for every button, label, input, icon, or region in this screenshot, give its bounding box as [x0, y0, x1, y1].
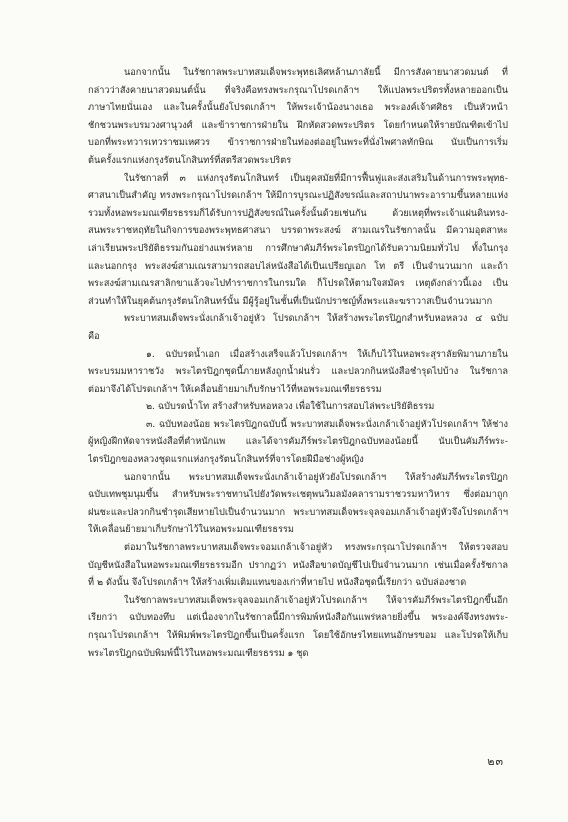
paragraph	[88, 170, 508, 311]
text-line: ผู้หญิงฝึกหัดจารหนังสือที่ตำหนักแพ และได้จารคัมภีร์พระไตรปิฎกฉบับทองน้อยนี้ นับเป็นคัมภีร์พระ-	[88, 436, 508, 448]
text-line: ให้เคลื่อนย้ายมาเก็บรักษาไว้ในหอพระมณเฑียรธรรม	[88, 524, 294, 536]
paragraph	[88, 310, 508, 345]
text-line: ในรัชกาลที่ ๓ แห่งกรุงรัตนโกสินทร์ เป็นยุคสมัยที่มีการฟื้นฟูและส่งเสริมในด้านการพระพุทธ-	[124, 172, 508, 184]
text-line: นอกจากนั้น พระบาทสมเด็จพระนั่งเกล้าเจ้าอยู่หัวยังโปรดเกล้าฯ ให้สร้างคัมภีร์พระไตรปิฎก	[124, 471, 508, 483]
paragraph	[88, 469, 508, 539]
text-line: และนอกกรุง พระสงฆ์สามเณรสามารถสอบไล่หนังสือได้เป็นเปรียญเอก โท ตรี เป็นจำนวนมาก และถ้า	[88, 260, 508, 272]
text-line: บัญชีหนังสือในหอพระมณเฑียรธรรมอีก ปรากฏว่า หนังสือขาดบัญชีไปเป็นจำนวนมาก เช่นเมื่อครั้งรัชกาล	[88, 559, 508, 571]
text-line: ที่ ๒ ดังนั้น จึงโปรดเกล้าฯ ให้สร้างเพิ่มเติมแทนของเก่าที่หายไป หนังสือชุดนี้เรียกว่า ฉบับล่องชาด	[88, 577, 467, 589]
text-line: ต่อมาในรัชกาลพระบาทสมเด็จพระจอมเกล้าเจ้าอยู่หัว ทรงพระกรุณาโปรดเกล้าฯ ให้ตรวจสอบ	[124, 542, 508, 554]
paragraph	[88, 416, 508, 469]
text-line: คือ	[88, 330, 100, 342]
text-line: ๓. ฉบับทองน้อย พระไตรปิฎกฉบับนี้ พระบาทสมเด็จพระนั่งเกล้าเจ้าอยู่หัวโปรดเกล้าฯ ให้ช่าง	[146, 418, 508, 430]
paragraph	[88, 592, 508, 662]
text-line: ส่วนทำให้ในยุคต้นกรุงรัตนโกสินทร์นั้น มีผู้รู้อยู่ในชั้นที่เป็นนักปราชญ์ทั้งพระและฆราวาสเป็นจำนวนมาก	[88, 295, 493, 307]
text-line: ภาษาไทยนั่นเอง และในครั้งนั้นยังโปรดเกล้าฯ ให้พระเจ้าน้องนางเธอ พระองค์เจ้าศศิธร เป็นหัวหน้า	[88, 102, 508, 114]
text-line: ไตรปิฎกของหลวงชุดแรกแห่งกรุงรัตนโกสินทร์ที่จารโดยฝีมือช่างผู้หญิง	[88, 454, 364, 466]
text-line: ศาสนาเป็นสำคัญ ทรงพระกรุณาโปรดเกล้าฯ ให้มีการบูรณะปฏิสังขรณ์และสถาปนาพระอารามขึ้นหลายแห่ง	[88, 190, 508, 202]
text-line: สนพระราชหฤทัยในกิจการของพระพุทธศาสนา บรรดาพระสงฆ์ สามเณรในรัชกาลนั้น มีความอุตสาหะ	[88, 225, 508, 237]
text-line: ๒. ฉบับรดน้ำโท สร้างสำหรับหอหลวง เพื่อใช้ในการสอบไล่พระปริยัติธรรม	[146, 401, 435, 413]
text-line: กล่าวว่าสังคายนาสวดมนต์นั้น ที่จริงคือทรงพระกรุณาโปรดเกล้าฯ ให้แปลพระปริตรทั้งหลายออกเป็น	[88, 84, 508, 96]
text-line: พระสงฆ์สามเณรสาลิกขาแล้วจะไปทำราชการในกรมใด ก็โปรดให้ตามใจสมัคร เหตุดังกล่าวนี้เอง เป็น	[88, 278, 508, 290]
page-number: ๒๓	[487, 755, 504, 768]
text-line: พระบรมมหาราชวัง พระไตรปิฎกชุดนี้ภายหลังถูกน้ำฝนรั่ว และปลวกกินหนังสือชำรุดไปบ้าง ในรัชกาล	[88, 366, 508, 378]
text-line: พระบาทสมเด็จพระนั่งเกล้าเจ้าอยู่หัว โปรดเกล้าฯ ให้สร้างพระไตรปิฎกสำหรับหอหลวง ๔ ฉบับ	[124, 313, 508, 325]
text-line: รวมทั้งหอพระมณเฑียรธรรมก็ได้รับการปฏิสังขรณ์ในครั้งนั้นด้วยเช่นกัน ด้วยเหตุที่พระเจ้าแผ่นดินทรง-	[88, 207, 508, 219]
text-line: ๑. ฉบับรดน้ำเอก เมื่อสร้างเสร็จแล้วโปรดเกล้าฯ ให้เก็บไว้ในหอพระสุราลัยพิมานภายใน	[146, 348, 508, 360]
paragraph	[88, 539, 508, 592]
text-line: กรุณาโปรดเกล้าฯ ให้พิมพ์พระไตรปิฎกขึ้นเป็นครั้งแรก โดยใช้อักษรไทยแทนอักษรขอม และโปรดให้เก็บ	[88, 630, 508, 641]
text-line: เล่าเรียนพระปริยัติธรรมกันอย่างแพร่หลาย การศึกษาคัมภีร์พระไตรปิฎกได้รับความนิยมทั่วไป ทั้งในกรุง	[88, 242, 508, 254]
text-line: นอกจากนั้น ในรัชกาลพระบาทสมเด็จพระพุทธเลิศหล้านภาลัยนี้ มีการสังคายนาสวดมนต์ ที่	[124, 67, 508, 78]
document-body	[88, 64, 508, 662]
text-line: ต่อมาจึงได้โปรดเกล้าฯ ให้เคลื่อนย้ายมาเก็บรักษาไว้ที่หอพระมณเฑียรธรรม	[88, 383, 382, 395]
paragraphs	[88, 64, 508, 662]
paragraph	[88, 64, 508, 170]
text-line: ฝนชะและปลวกกินชำรุดเสียหายไปเป็นจำนวนมาก พระบาทสมเด็จพระจุลจอมเกล้าเจ้าอยู่หัวจึงโปรดเกล้าฯ	[88, 506, 508, 518]
paragraph	[88, 346, 508, 399]
text-line: ฉบับเทพชุมนุมขึ้น สำหรับพระราชทานไปยังวัดพระเชตุพนวิมลมังคลารามราชวรมหาวิหาร ซึ่งต่อมาถูก	[88, 489, 508, 501]
text-line: ในรัชกาลพระบาทสมเด็จพระจุลจอมเกล้าเจ้าอยู่หัวโปรดเกล้าฯ ให้จารคัมภีร์พระไตรปิฎกขึ้นอีก	[124, 594, 508, 606]
text-line: ต้นครั้งแรกแห่งกรุงรัตนโกสินทร์ที่สตรีสวดพระปริตร	[88, 154, 292, 166]
text-line: ชักชวนพระบรมวงศานุวงศ์ และข้าราชการฝ่ายใน ฝึกหัดสวดพระปริตร โดยกำหนดให้รายบัณฑิตเข้าไป	[88, 119, 508, 131]
text-line: บอกที่พระทวารเทวราชมเหศวร ข้าราชการฝ่ายในท่องต่ออยู่ในพระที่นั่งไพศาลทักษิณ นับเป็นการเริ่ม	[88, 137, 508, 149]
text-line: เรียกว่า ฉบับทองทึบ แต่เนื่องจากในรัชกาลนี้มีการพิมพ์หนังสือกันแพร่หลายยิ่งขึ้น พระองค์จึงทรงพระ-	[88, 612, 508, 624]
paragraph	[88, 398, 508, 416]
text-line: พระไตรปิฎกฉบับพิมพ์นี้ไว้ในหอพระมณเฑียรธรรม ๑ ชุด	[88, 647, 309, 659]
